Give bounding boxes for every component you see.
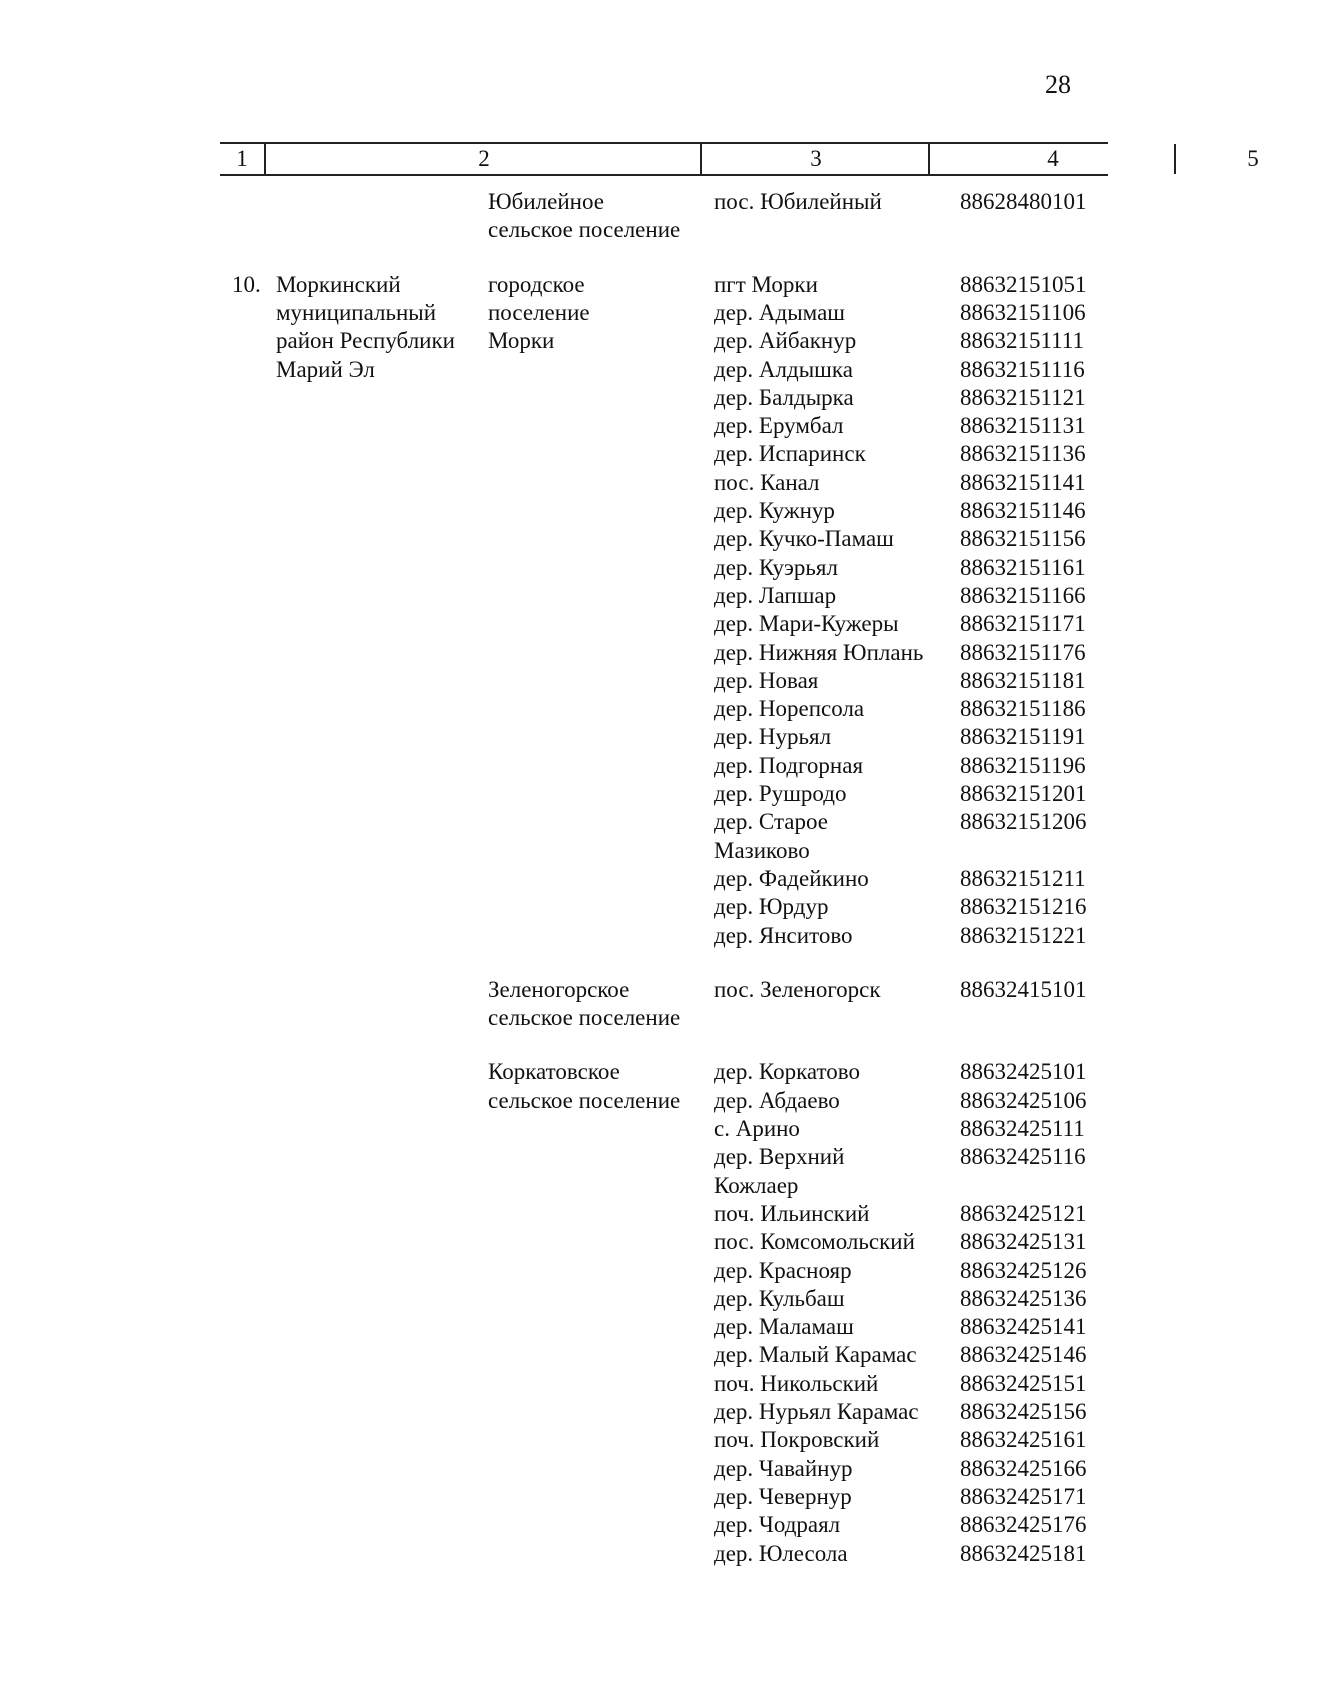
locality-name-line: дер. Лапшар: [714, 582, 837, 608]
locality-name-line: дер. Маламаш: [714, 1314, 854, 1340]
locality-name-line: дер. Рушродо: [714, 781, 847, 806]
header-cell-3: 3: [700, 144, 930, 174]
locality-name-line: дер. Малый Карамас: [714, 1342, 917, 1368]
locality-name-line: дер. Ерумбал: [714, 413, 844, 439]
locality-name-line: пос. Канал: [714, 469, 820, 495]
locality-name-line: дер. Краснояр: [714, 1257, 852, 1283]
header-cell-5: 5: [1174, 144, 1330, 174]
locality-name-line: дер. Балдырка: [714, 384, 854, 410]
locality-name-line: дер. Абдаево: [714, 1087, 840, 1113]
oktmo-code: 88632151116: [960, 356, 1085, 382]
oktmo-code: 88632151211: [960, 865, 1086, 891]
locality-name-line: дер. Фадейкино: [714, 865, 869, 891]
district-number: 10.: [232, 271, 261, 297]
settlement-name-line: сельское поселение: [488, 217, 681, 243]
locality-name-line: поч. Никольский: [714, 1370, 879, 1396]
locality-name-line: Мазиково: [714, 837, 810, 863]
locality-name-line: пос. Юбилейный: [714, 189, 882, 214]
oktmo-code: 88632151196: [960, 752, 1086, 778]
oktmo-code: 88632425121: [960, 1200, 1087, 1226]
oktmo-code: 88632425146: [960, 1342, 1087, 1368]
locality-name-line: поч. Покровский: [714, 1427, 880, 1453]
locality-name-line: Кожлаер: [714, 1172, 799, 1198]
oktmo-code: 88632151121: [960, 384, 1086, 410]
header-cell-1: 1: [236, 146, 248, 171]
settlement-name-line: поселение: [488, 299, 590, 325]
oktmo-code: 88632425181: [960, 1540, 1087, 1566]
oktmo-code: 88632151191: [960, 724, 1086, 750]
oktmo-code: 88632425116: [960, 1144, 1086, 1170]
header-cell-2: 2: [264, 144, 702, 174]
oktmo-code: 88632151176: [960, 639, 1086, 665]
locality-name-line: дер. Старое: [714, 809, 828, 835]
oktmo-code: 88632151181: [960, 667, 1086, 693]
locality-name-line: дер. Норепсола: [714, 696, 865, 722]
locality-name-line: дер. Верхний: [714, 1144, 845, 1170]
page-number: 28: [1045, 70, 1071, 99]
oktmo-code: 88632151186: [960, 696, 1086, 722]
settlement-name-line: сельское поселение: [488, 1005, 681, 1031]
oktmo-code: 88632151221: [960, 922, 1087, 948]
oktmo-code: 88632425131: [960, 1229, 1087, 1255]
oktmo-code: 88632415101: [960, 976, 1087, 1002]
locality-name-line: дер. Юрдур: [714, 894, 829, 920]
locality-name-line: дер. Нижняя Юплань: [714, 639, 924, 665]
locality-name-line: дер. Куэрьял: [714, 554, 838, 580]
locality-name-line: дер. Нурьял Карамас: [714, 1399, 919, 1424]
locality-name-line: дер. Юлесола: [714, 1540, 848, 1566]
table-header: [220, 142, 1259, 176]
oktmo-code: 88632151106: [960, 299, 1086, 325]
locality-name-line: дер. Кучко-Памаш: [714, 526, 894, 552]
district-name-line: Моркинский: [276, 271, 401, 297]
settlement-name-line: сельское поселение: [488, 1087, 681, 1113]
locality-name-line: дер. Адымаш: [714, 299, 845, 325]
oktmo-code: 88632425136: [960, 1285, 1087, 1311]
oktmo-code: 88632151216: [960, 894, 1087, 920]
oktmo-code: 88632425106: [960, 1087, 1087, 1113]
district-name-line: район Республики: [276, 328, 455, 354]
oktmo-code: 88632151131: [960, 413, 1086, 439]
settlement-name-line: Морки: [488, 328, 555, 354]
oktmo-code: 88632425161: [960, 1427, 1087, 1453]
oktmo-code: 88632151136: [960, 441, 1086, 467]
locality-name-line: дер. Кужнур: [714, 498, 835, 523]
oktmo-code: 88632151161: [960, 554, 1086, 580]
oktmo-code: 88632151141: [960, 469, 1086, 495]
settlement-name-line: Коркатовское: [488, 1059, 620, 1085]
oktmo-code: 88632425101: [960, 1059, 1087, 1085]
locality-name-line: дер. Айбакнур: [714, 328, 857, 354]
locality-name-line: дер. Мари-Кужеры: [714, 611, 899, 637]
oktmo-code: 88632151111: [960, 328, 1084, 354]
locality-name-line: дер. Испаринск: [714, 441, 866, 467]
locality-name-line: дер. Коркатово: [714, 1059, 860, 1085]
locality-name-line: дер. Нурьял: [714, 724, 832, 750]
oktmo-code: 88632151206: [960, 809, 1087, 835]
header-cell-4: 4: [928, 144, 1176, 174]
oktmo-code: 88632425171: [960, 1483, 1087, 1509]
locality-name-line: дер. Подгорная: [714, 752, 864, 778]
oktmo-code: 88632425166: [960, 1455, 1087, 1481]
oktmo-code: 88632425156: [960, 1399, 1087, 1424]
locality-name-line: пос. Комсомольский: [714, 1229, 915, 1255]
oktmo-code: 88632425111: [960, 1116, 1085, 1141]
locality-name-line: дер. Янситово: [714, 922, 853, 948]
oktmo-code: 88632425151: [960, 1370, 1087, 1396]
locality-name-line: поч. Ильинский: [714, 1200, 870, 1226]
oktmo-code: 88632151171: [960, 611, 1086, 637]
locality-name-line: дер. Новая: [714, 667, 819, 693]
oktmo-code: 88628480101: [960, 189, 1087, 214]
locality-name-line: с. Арино: [714, 1116, 800, 1141]
oktmo-code: 88632151156: [960, 526, 1086, 552]
district-name-line: муниципальный: [276, 299, 437, 325]
oktmo-code: 88632425176: [960, 1512, 1087, 1538]
district-name-line: Марий Эл: [276, 356, 375, 382]
oktmo-code: 88632151201: [960, 781, 1087, 806]
locality-name-line: дер. Чевернур: [714, 1483, 852, 1509]
locality-name-line: дер. Чодраял: [714, 1512, 841, 1538]
locality-name-line: дер. Чавайнур: [714, 1455, 853, 1481]
oktmo-code: 88632151146: [960, 498, 1086, 523]
settlement-name-line: Юбилейное: [488, 189, 604, 214]
settlement-name-line: городское: [488, 271, 585, 297]
locality-name-line: дер. Алдышка: [714, 356, 853, 382]
locality-name-line: пгт Морки: [714, 271, 818, 297]
oktmo-code: 88632151051: [960, 271, 1087, 297]
locality-name-line: пос. Зеленогорск: [714, 976, 881, 1002]
oktmo-code: 88632425126: [960, 1257, 1087, 1283]
settlement-name-line: Зеленогорское: [488, 976, 630, 1002]
oktmo-code: 88632425141: [960, 1314, 1087, 1340]
oktmo-code: 88632151166: [960, 582, 1086, 608]
locality-name-line: дер. Кульбаш: [714, 1285, 845, 1311]
